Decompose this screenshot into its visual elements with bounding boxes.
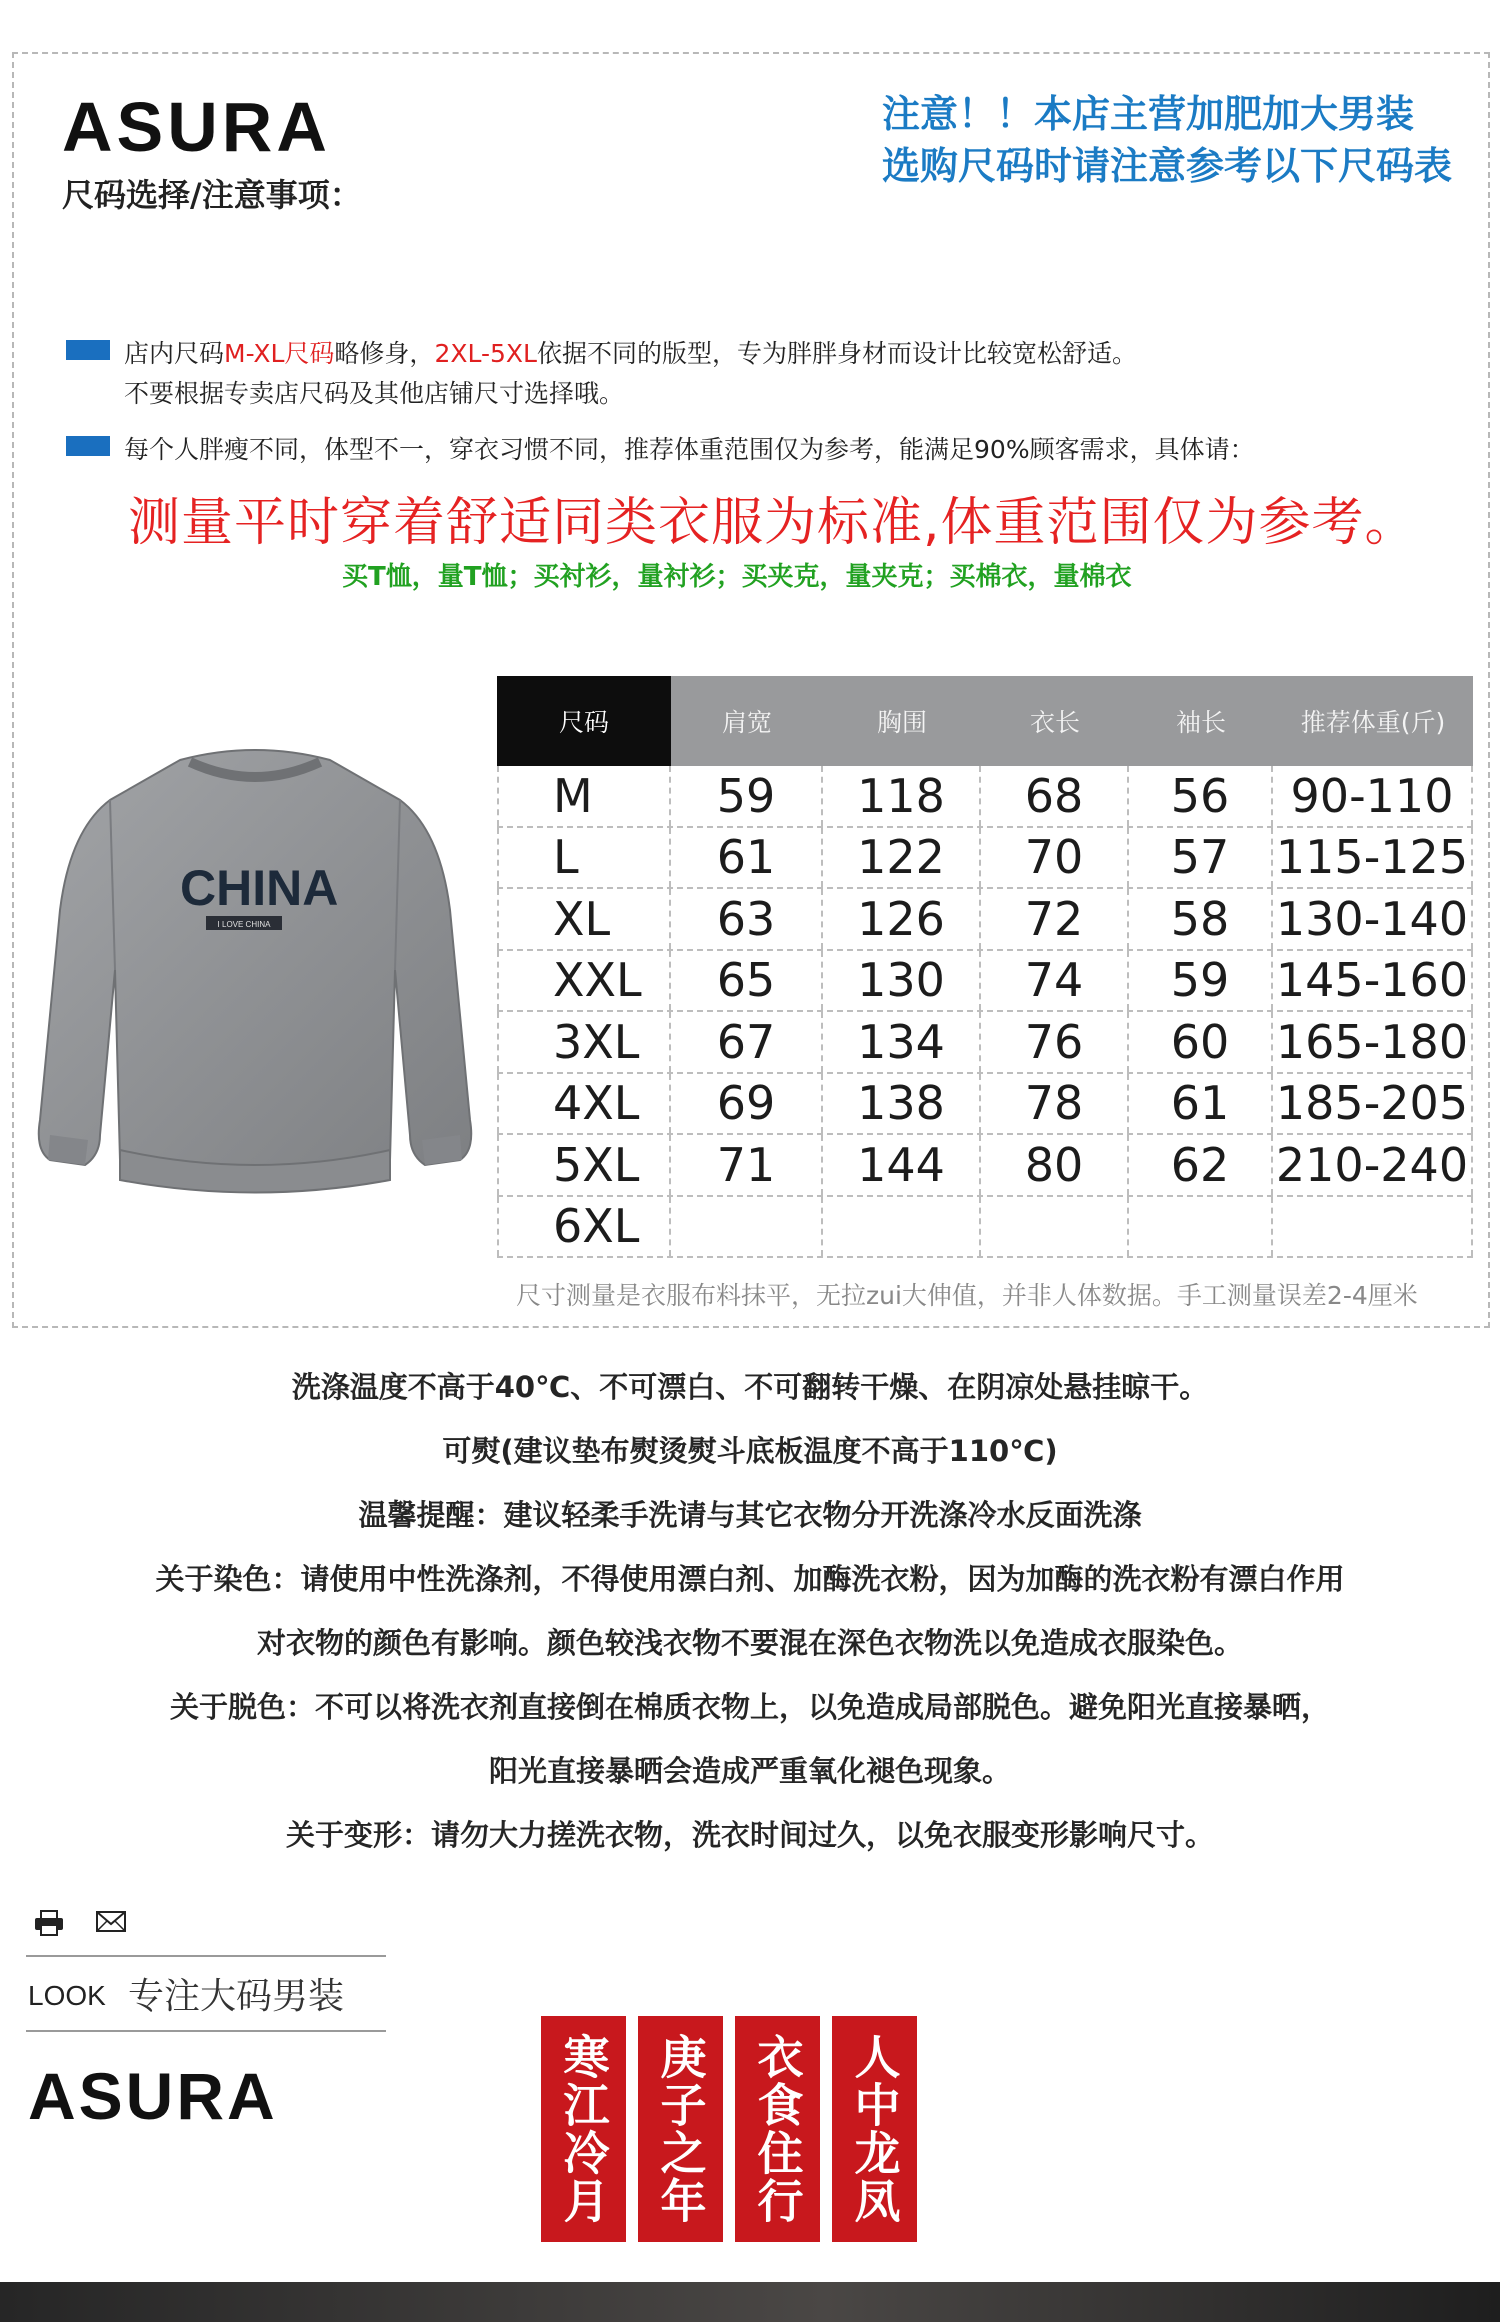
info-line-2: 不要根据专卖店尺码及其他店铺尺寸选择哦。 <box>124 379 625 408</box>
care-line: 对衣物的颜色有影响。颜色较浅衣物不要混在深色衣物洗以免造成衣服染色。 <box>256 1626 1243 1660</box>
table-cell: 74 <box>981 951 1129 1011</box>
care-line: 洗涤温度不高于40℃、不可漂白、不可翻转干燥、在阴凉处悬挂晾干。 <box>291 1370 1209 1404</box>
care-line: 阳光直接暴晒会造成严重氧化褪色现象。 <box>488 1754 1011 1788</box>
seal-3 <box>735 2016 820 2242</box>
table-cell: 90-110 <box>1273 766 1473 826</box>
header-sleeve: 袖长 <box>1129 676 1273 766</box>
seal-group <box>541 2016 917 2242</box>
look-label: LOOK <box>28 1980 106 2011</box>
printer-icon[interactable] <box>34 1910 64 1936</box>
table-cell: 130-140 <box>1273 889 1473 949</box>
notice-line-1: 注意！！本店主营加肥加大男装 <box>881 92 1414 136</box>
info-line-3: 每个人胖瘦不同，体型不一，穿衣习惯不同，推荐体重范围仅为参考，能满足90%顾客需求，具体请： <box>124 435 1255 464</box>
table-cell: 67 <box>671 1012 823 1072</box>
table-cell <box>981 1197 1129 1257</box>
table-cell: 78 <box>981 1074 1129 1134</box>
table-cell: 138 <box>823 1074 981 1134</box>
seal-1 <box>541 2016 626 2242</box>
photo-strip <box>0 2282 1500 2322</box>
mail-icon[interactable] <box>96 1910 126 1934</box>
table-row <box>497 951 1473 1013</box>
info-line-1 <box>124 334 1137 370</box>
table-row <box>497 1197 1473 1259</box>
table-cell: 134 <box>823 1012 981 1072</box>
table-row <box>497 1074 1473 1136</box>
info-text: 店内尺码 <box>124 339 225 368</box>
notice-block <box>882 88 1452 192</box>
care-line: 关于变形：请勿大力搓洗衣物，洗衣时间过久，以免衣服变形影响尺寸。 <box>285 1818 1214 1852</box>
measure-note: 尺寸测量是衣服布料抹平，无拉zui大伸值，并非人体数据。手工测量误差2-4厘米 <box>516 1281 1418 1310</box>
seal-2 <box>638 2016 723 2242</box>
table-cell: 63 <box>671 889 823 949</box>
brand-logo-footer: ASURA <box>28 2059 278 2133</box>
table-cell: 118 <box>823 766 981 826</box>
header-shoulder: 肩宽 <box>671 676 823 766</box>
header-chest: 胸围 <box>823 676 981 766</box>
shirt-print-subtext: I LOVE CHINA <box>217 920 271 929</box>
table-cell: 57 <box>1129 828 1273 888</box>
size-label-cell: XXL <box>497 951 671 1011</box>
info-highlight: M-XL尺码 <box>224 339 335 368</box>
size-table-header <box>497 676 1473 766</box>
measure-tips: 买T恤，量T恤；买衬衫，量衬衫；买夹克，量夹克；买棉衣，量棉衣 <box>342 562 1132 592</box>
table-cell: 71 <box>671 1135 823 1195</box>
size-label-cell: XL <box>497 889 671 949</box>
care-line: 可熨(建议垫布熨烫熨斗底板温度不高于110℃) <box>442 1434 1058 1468</box>
table-row <box>497 1135 1473 1197</box>
table-cell: 60 <box>1129 1012 1273 1072</box>
size-label-cell: 6XL <box>497 1197 671 1257</box>
table-cell: 70 <box>981 828 1129 888</box>
table-cell: 62 <box>1129 1135 1273 1195</box>
seal-text: 寒江冷月 <box>556 2033 611 2225</box>
header-size: 尺码 <box>497 676 671 766</box>
table-cell: 59 <box>671 766 823 826</box>
care-instructions <box>0 1355 1500 1867</box>
table-cell: 58 <box>1129 889 1273 949</box>
table-cell: 72 <box>981 889 1129 949</box>
share-icons <box>34 1910 126 1936</box>
shirt-print-text: CHINA <box>180 860 339 916</box>
table-cell: 126 <box>823 889 981 949</box>
table-row <box>497 889 1473 951</box>
table-cell: 68 <box>981 766 1129 826</box>
info-text: 依据不同的版型，专为胖胖身材而设计比较宽松舒适。 <box>536 339 1137 368</box>
table-cell <box>671 1197 823 1257</box>
table-row <box>497 828 1473 890</box>
header-length: 衣长 <box>981 676 1129 766</box>
size-table-body <box>497 766 1473 1258</box>
table-cell: 115-125 <box>1273 828 1473 888</box>
header-weight: 推荐体重(斤) <box>1273 676 1473 766</box>
size-table <box>497 676 1473 1258</box>
size-label-cell: 5XL <box>497 1135 671 1195</box>
table-cell: 210-240 <box>1273 1135 1473 1195</box>
table-cell: 76 <box>981 1012 1129 1072</box>
table-cell: 185-205 <box>1273 1074 1473 1134</box>
size-label-cell: M <box>497 766 671 826</box>
care-line: 温馨提醒：建议轻柔手洗请与其它衣物分开洗涤冷水反面洗涤 <box>358 1498 1142 1532</box>
seal-4 <box>832 2016 917 2242</box>
table-cell: 165-180 <box>1273 1012 1473 1072</box>
blue-marker <box>66 340 110 360</box>
table-cell <box>1273 1197 1473 1257</box>
info-text: 略修身， <box>334 339 435 368</box>
size-label-cell: 3XL <box>497 1012 671 1072</box>
size-label-cell: L <box>497 828 671 888</box>
size-label-cell: 4XL <box>497 1074 671 1134</box>
measure-highlight: 测量平时穿着舒适同类衣服为标准,体重范围仅为参考。 <box>128 493 1418 553</box>
care-line: 关于染色：请使用中性洗涤剂，不得使用漂白剂、加酶洗衣粉，因为加酶的洗衣粉有漂白作用 <box>155 1562 1345 1596</box>
table-cell <box>1129 1197 1273 1257</box>
table-row <box>497 1012 1473 1074</box>
notice-line-2: 选购尺码时请注意参考以下尺码表 <box>881 144 1452 188</box>
table-cell: 69 <box>671 1074 823 1134</box>
table-cell: 59 <box>1129 951 1273 1011</box>
seal-text: 衣食住行 <box>750 2033 805 2225</box>
divider <box>26 2030 386 2032</box>
table-cell: 144 <box>823 1135 981 1195</box>
table-cell: 130 <box>823 951 981 1011</box>
seal-text: 人中龙凤 <box>847 2033 902 2225</box>
divider <box>26 1955 386 1957</box>
table-cell: 80 <box>981 1135 1129 1195</box>
info-highlight: 2XL-5XL <box>434 339 537 368</box>
table-cell <box>823 1197 981 1257</box>
table-cell: 122 <box>823 828 981 888</box>
table-cell: 145-160 <box>1273 951 1473 1011</box>
table-row <box>497 766 1473 828</box>
table-cell: 61 <box>1129 1074 1273 1134</box>
table-cell: 56 <box>1129 766 1273 826</box>
blue-marker <box>66 436 110 456</box>
seal-text: 庚子之年 <box>653 2033 708 2225</box>
table-cell: 61 <box>671 828 823 888</box>
table-cell: 65 <box>671 951 823 1011</box>
sweatshirt-image <box>30 740 480 1220</box>
care-line: 关于脱色：不可以将洗衣剂直接倒在棉质衣物上，以免造成局部脱色。避免阳光直接暴晒， <box>169 1690 1330 1724</box>
brand-slogan: 专注大码男装 <box>128 1976 345 2017</box>
brand-logo: ASURA <box>62 88 331 166</box>
brand-subtitle: 尺码选择/注意事项： <box>62 176 362 214</box>
